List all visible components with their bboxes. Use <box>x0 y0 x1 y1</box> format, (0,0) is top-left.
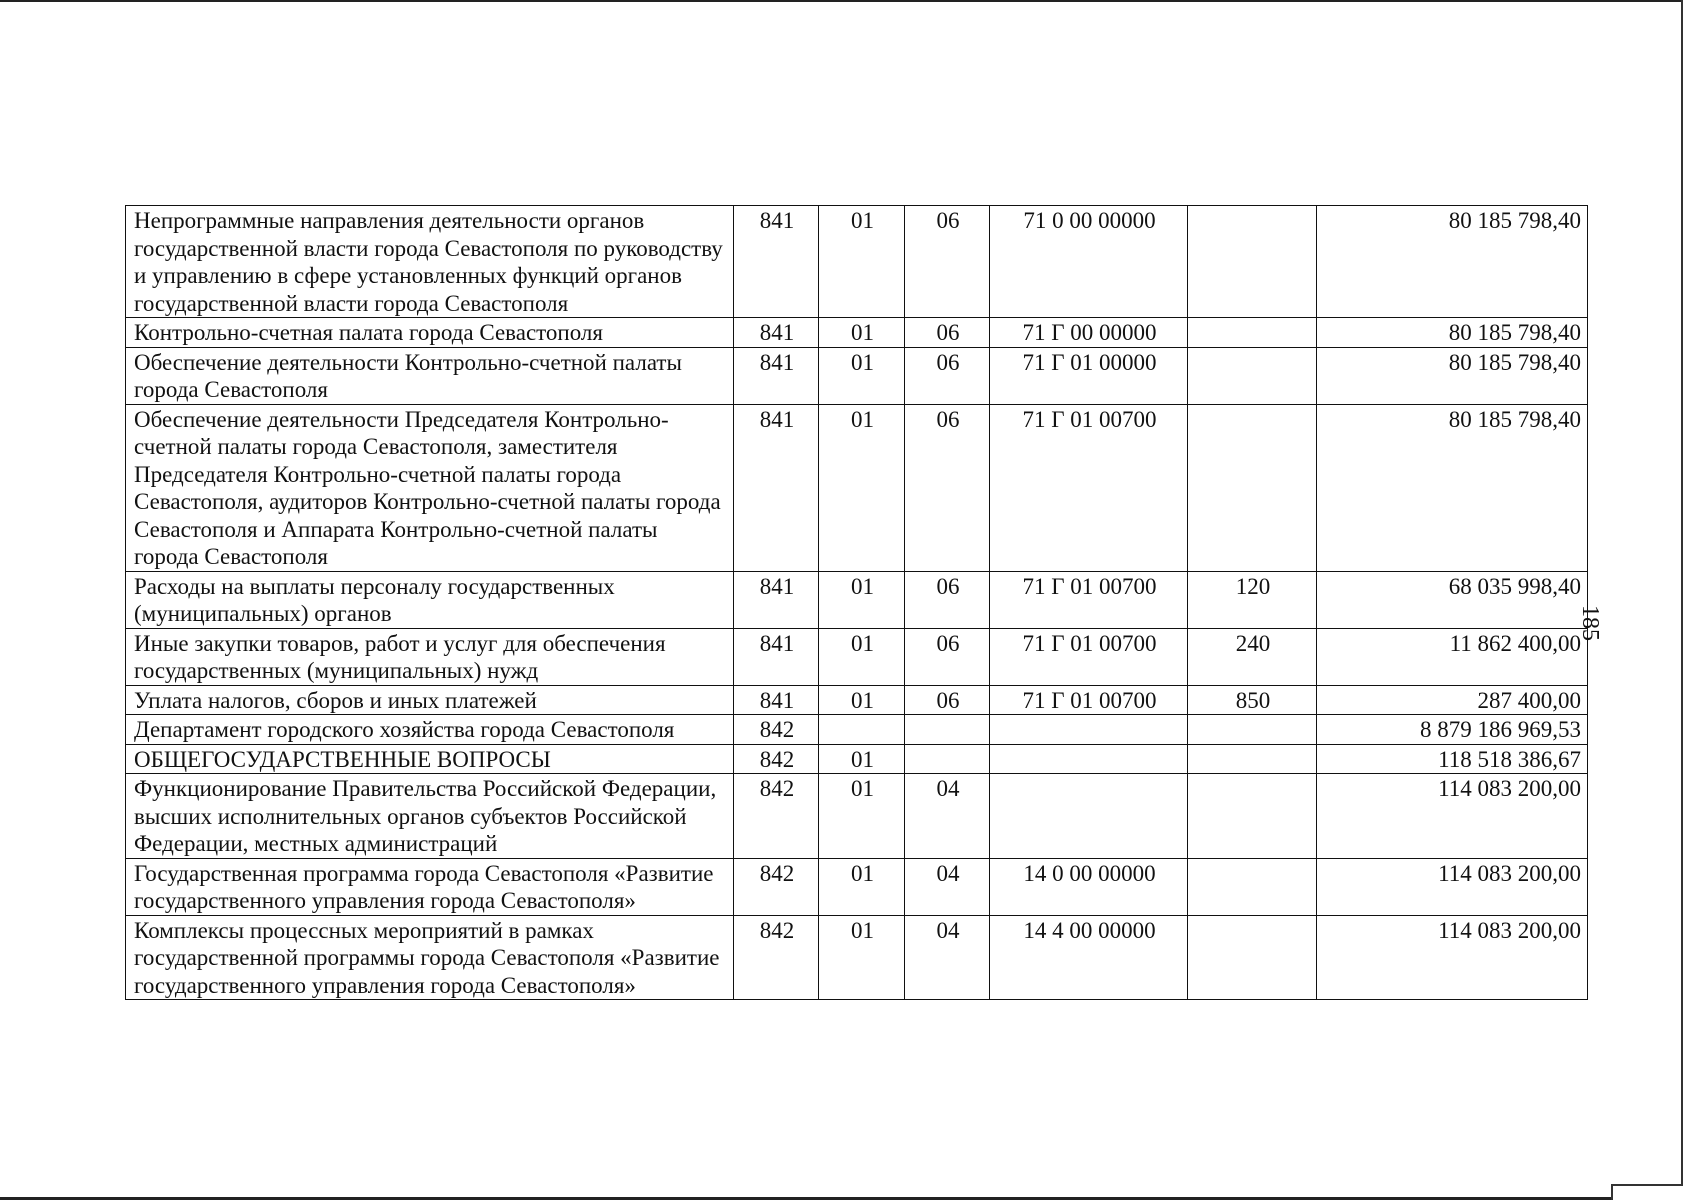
cell-rz: 01 <box>819 774 905 859</box>
cell-ved: 841 <box>734 685 819 715</box>
cell-rz: 01 <box>819 318 905 348</box>
cell-csr: 71 Г 01 00000 <box>990 347 1188 404</box>
cell-name: Департамент городского хозяйства города Севастополя <box>126 715 734 745</box>
cell-ved: 842 <box>734 715 819 745</box>
table-row <box>126 347 1588 404</box>
cell-pr: 06 <box>905 347 990 404</box>
cell-rz: 01 <box>819 858 905 915</box>
cell-name: Непрограммные направления деятельности органов государственной власти города Севастополя по руководству и управлению в сфере установленных функций органов государственной власти города Севастополя <box>126 206 734 318</box>
table-row <box>126 744 1588 774</box>
cell-pr: 04 <box>905 774 990 859</box>
cell-vr <box>1188 404 1317 571</box>
cell-csr <box>990 744 1188 774</box>
cell-pr: 06 <box>905 571 990 628</box>
cell-sum: 114 083 200,00 <box>1317 915 1588 1000</box>
cell-ved: 842 <box>734 744 819 774</box>
cell-sum: 118 518 386,67 <box>1317 744 1588 774</box>
cell-ved: 841 <box>734 318 819 348</box>
cell-ved: 842 <box>734 858 819 915</box>
cell-ved: 842 <box>734 774 819 859</box>
table-row <box>126 715 1588 745</box>
cell-pr: 06 <box>905 318 990 348</box>
cell-vr <box>1188 744 1317 774</box>
cell-ved: 841 <box>734 571 819 628</box>
cell-vr <box>1188 915 1317 1000</box>
cell-pr: 06 <box>905 404 990 571</box>
cell-ved: 841 <box>734 206 819 318</box>
cell-csr: 14 4 00 00000 <box>990 915 1188 1000</box>
cell-sum: 8 879 186 969,53 <box>1317 715 1588 745</box>
cell-sum: 80 185 798,40 <box>1317 206 1588 318</box>
table-row <box>126 858 1588 915</box>
scan-corner-mark <box>1611 1184 1683 1200</box>
table-row <box>126 915 1588 1000</box>
cell-name: Государственная программа города Севастополя «Развитие государственного управления города Севастополя» <box>126 858 734 915</box>
cell-ved: 841 <box>734 347 819 404</box>
cell-name: Обеспечение деятельности Контрольно-счетной палаты города Севастополя <box>126 347 734 404</box>
cell-pr: 04 <box>905 858 990 915</box>
page-number: 185 <box>1577 605 1603 641</box>
cell-sum: 80 185 798,40 <box>1317 404 1588 571</box>
table-row <box>126 774 1588 859</box>
cell-csr: 71 0 00 00000 <box>990 206 1188 318</box>
table-row <box>126 404 1588 571</box>
cell-sum: 80 185 798,40 <box>1317 347 1588 404</box>
cell-pr: 06 <box>905 206 990 318</box>
cell-ved: 842 <box>734 915 819 1000</box>
cell-csr <box>990 715 1188 745</box>
cell-vr <box>1188 206 1317 318</box>
cell-csr: 71 Г 01 00700 <box>990 628 1188 685</box>
cell-csr: 71 Г 00 00000 <box>990 318 1188 348</box>
table-row <box>126 685 1588 715</box>
cell-name: Функционирование Правительства Российской Федерации, высших исполнительных органов субъектов Российской Федерации, местных администраций <box>126 774 734 859</box>
cell-pr: 06 <box>905 685 990 715</box>
table-row <box>126 318 1588 348</box>
cell-vr <box>1188 774 1317 859</box>
cell-vr: 850 <box>1188 685 1317 715</box>
cell-vr <box>1188 858 1317 915</box>
cell-rz: 01 <box>819 347 905 404</box>
cell-name: Расходы на выплаты персоналу государственных (муниципальных) органов <box>126 571 734 628</box>
cell-name: ОБЩЕГОСУДАРСТВЕННЫЕ ВОПРОСЫ <box>126 744 734 774</box>
table-row <box>126 628 1588 685</box>
budget-table-body <box>126 206 1588 1000</box>
cell-sum: 68 035 998,40 <box>1317 571 1588 628</box>
cell-name: Контрольно-счетная палата города Севастополя <box>126 318 734 348</box>
cell-vr <box>1188 347 1317 404</box>
cell-vr <box>1188 715 1317 745</box>
cell-rz: 01 <box>819 571 905 628</box>
cell-name: Комплексы процессных мероприятий в рамках государственной программы города Севастополя «Развитие государственного управления города Севастополя» <box>126 915 734 1000</box>
cell-rz <box>819 715 905 745</box>
cell-sum: 11 862 400,00 <box>1317 628 1588 685</box>
cell-pr <box>905 715 990 745</box>
cell-csr: 71 Г 01 00700 <box>990 685 1188 715</box>
cell-ved: 841 <box>734 628 819 685</box>
cell-rz: 01 <box>819 206 905 318</box>
cell-rz: 01 <box>819 628 905 685</box>
cell-vr: 120 <box>1188 571 1317 628</box>
cell-sum: 80 185 798,40 <box>1317 318 1588 348</box>
cell-pr: 04 <box>905 915 990 1000</box>
scan-edge-top <box>0 0 1683 2</box>
cell-pr <box>905 744 990 774</box>
cell-csr: 71 Г 01 00700 <box>990 404 1188 571</box>
cell-vr: 240 <box>1188 628 1317 685</box>
cell-sum: 114 083 200,00 <box>1317 858 1588 915</box>
cell-sum: 114 083 200,00 <box>1317 774 1588 859</box>
budget-table <box>125 205 1588 1000</box>
cell-pr: 06 <box>905 628 990 685</box>
cell-ved: 841 <box>734 404 819 571</box>
cell-rz: 01 <box>819 915 905 1000</box>
cell-rz: 01 <box>819 685 905 715</box>
table-row <box>126 571 1588 628</box>
cell-name: Иные закупки товаров, работ и услуг для обеспечения государственных (муниципальных) нужд <box>126 628 734 685</box>
cell-rz: 01 <box>819 744 905 774</box>
cell-name: Уплата налогов, сборов и иных платежей <box>126 685 734 715</box>
table-row <box>126 206 1588 318</box>
cell-vr <box>1188 318 1317 348</box>
cell-name: Обеспечение деятельности Председателя Контрольно-счетной палаты города Севастополя, заместителя Председателя Контрольно-счетной палаты города Севастополя, аудиторов Контрольно-счетной палаты города Севастополя и Аппарата Контрольно-счетной палаты города Севастополя <box>126 404 734 571</box>
cell-csr <box>990 774 1188 859</box>
cell-sum: 287 400,00 <box>1317 685 1588 715</box>
cell-csr: 71 Г 01 00700 <box>990 571 1188 628</box>
cell-csr: 14 0 00 00000 <box>990 858 1188 915</box>
cell-rz: 01 <box>819 404 905 571</box>
